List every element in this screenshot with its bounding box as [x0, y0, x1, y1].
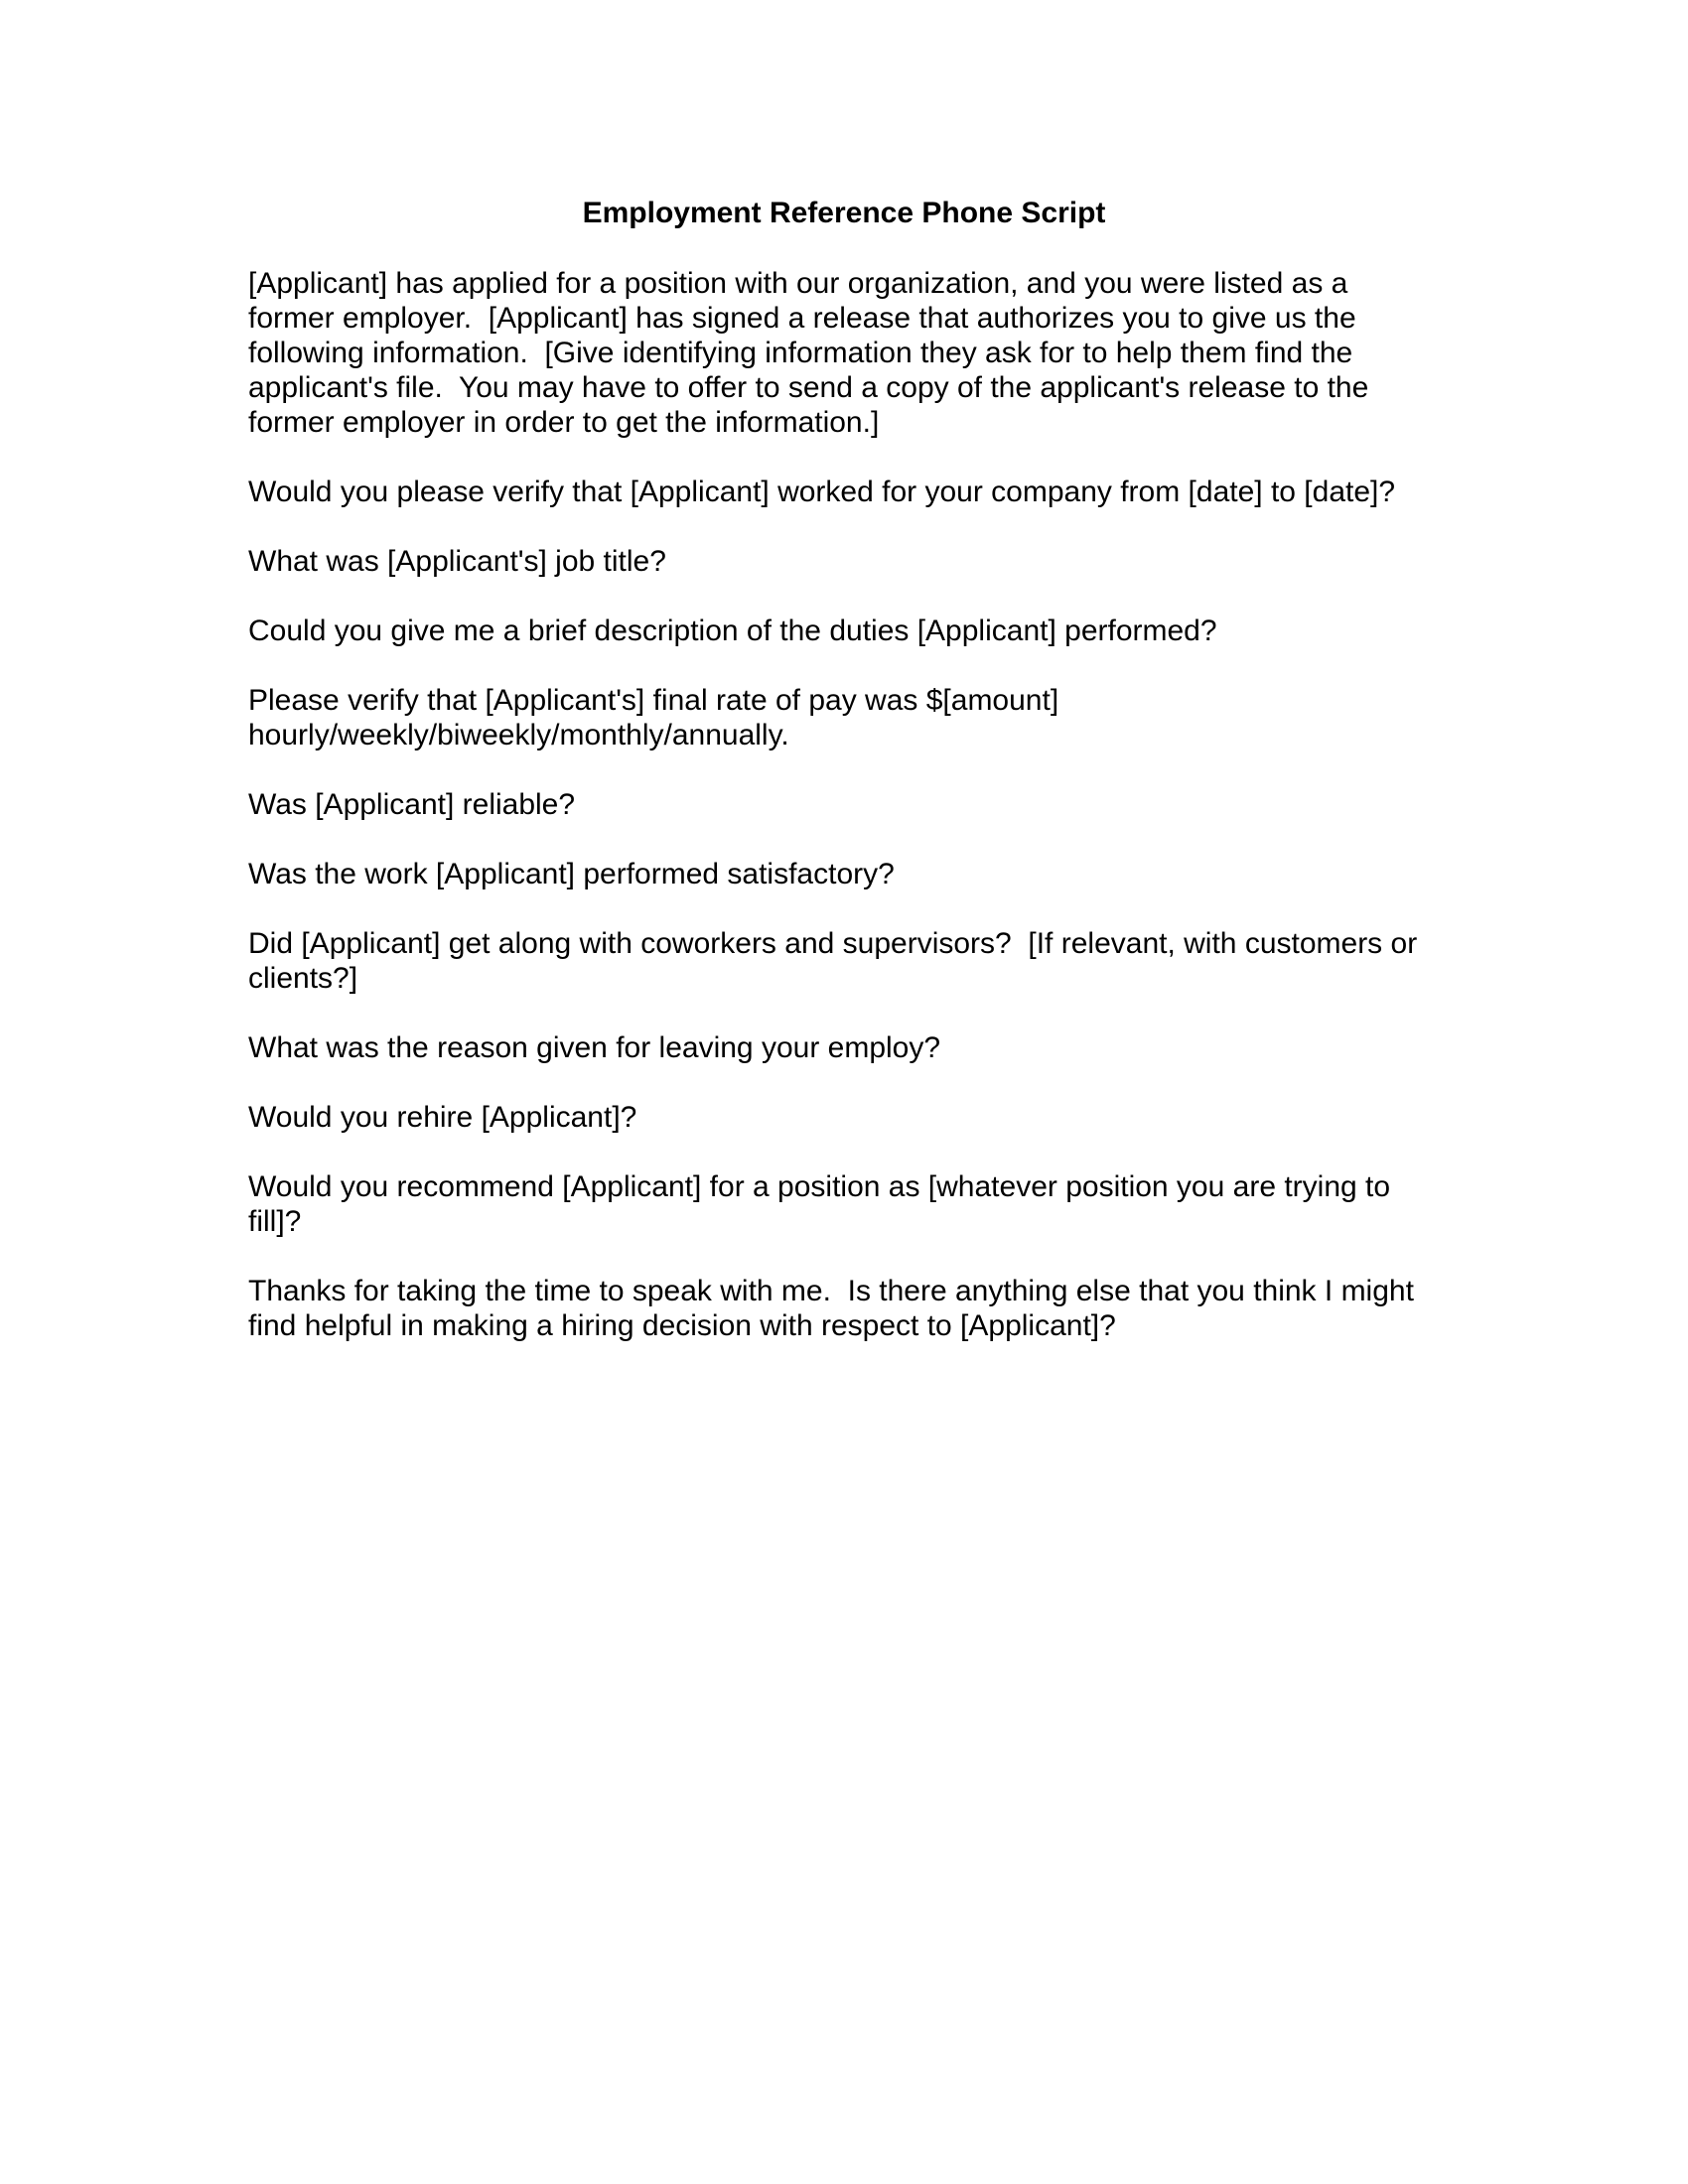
document-title: Employment Reference Phone Script: [582, 197, 1106, 229]
document-body: [248, 266, 1460, 1378]
paragraph-intro: [Applicant] has applied for a position with our organization, and you were listed as a former employer. [Applicant] has signed a release that authorizes you to give us the following information. [Give identifying information they ask for to help them find the applicant's file. You may have to offer to send a copy of the applicant's release to the former employer in order to get the information.]: [248, 267, 1369, 439]
question-rehire: Would you rehire [Applicant]?: [248, 1101, 637, 1134]
question-rate-of-pay: Please verify that [Applicant's] final rate of pay was $[amount] hourly/weekly/biweekly/monthly/annually.: [248, 684, 1059, 751]
question-reliable: Was [Applicant] reliable?: [248, 788, 576, 821]
question-reason-leaving: What was the reason given for leaving your employ?: [248, 1031, 941, 1064]
question-recommend: Would you recommend [Applicant] for a position as [whatever position you are trying to fill]?: [248, 1170, 1391, 1238]
paragraph-closing: Thanks for taking the time to speak with me. Is there anything else that you think I might find helpful in making a hiring decision with respect to [Applicant]?: [248, 1275, 1414, 1342]
question-job-title: What was [Applicant's] job title?: [248, 545, 666, 578]
question-duties: Could you give me a brief description of the duties [Applicant] performed?: [248, 614, 1217, 647]
question-work-satisfactory: Was the work [Applicant] performed satisfactory?: [248, 858, 895, 890]
question-employment-dates: Would you please verify that [Applicant] worked for your company from [date] to [date]?: [248, 476, 1396, 508]
question-get-along: Did [Applicant] get along with coworkers and supervisors? [If relevant, with customers or clients?]: [248, 927, 1418, 995]
